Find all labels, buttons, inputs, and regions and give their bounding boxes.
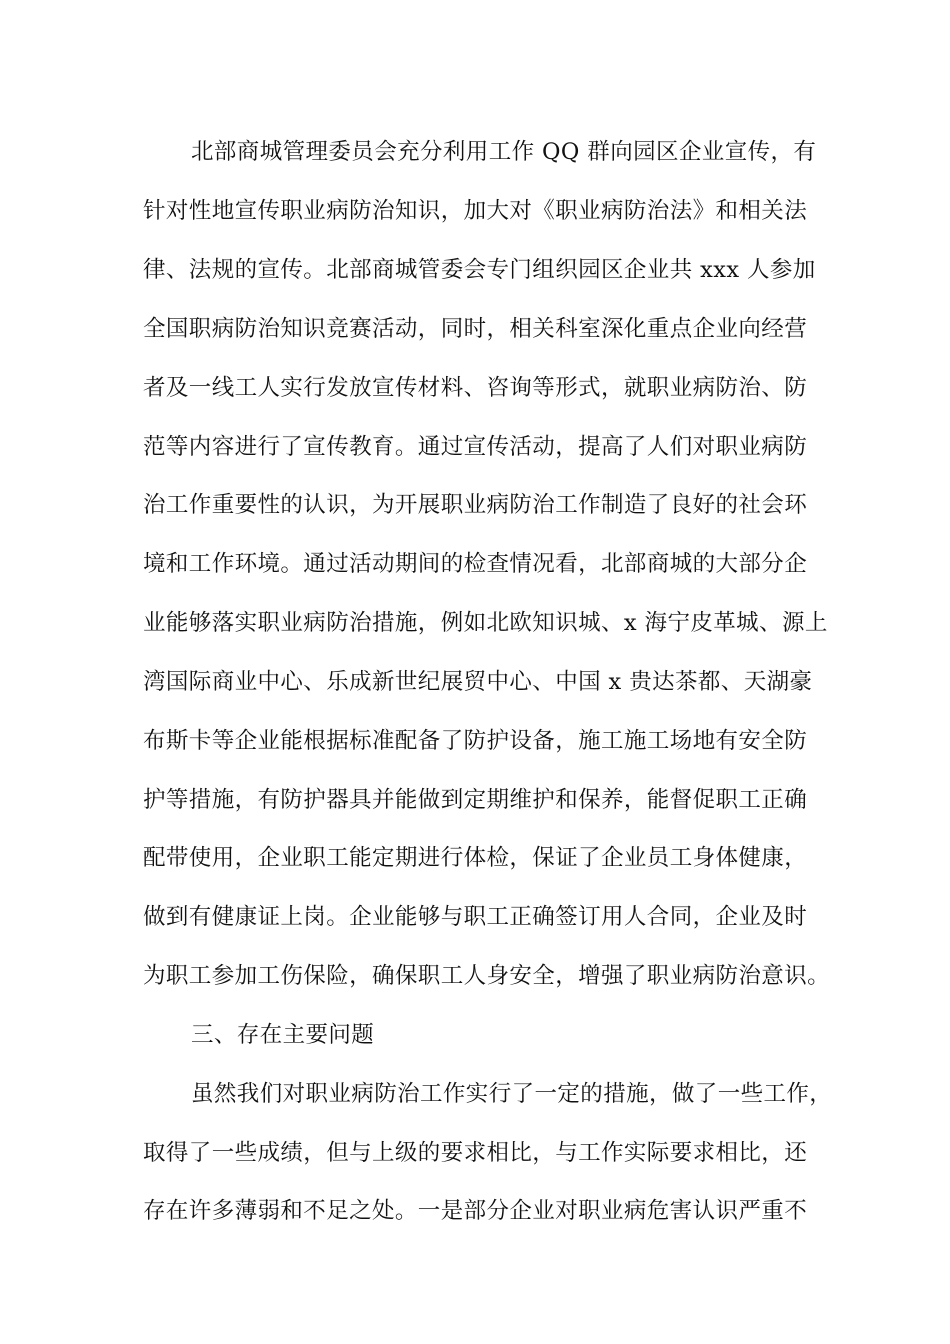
section-heading: 三、存在主要问题 [191, 1022, 375, 1048]
text-line: 业能够落实职业病防治措施，例如北欧知识城、x 海宁皮革城、源上 [143, 610, 828, 636]
text-line: 北部商城管理委员会充分利用工作 QQ 群向园区企业宣传，有 [191, 139, 817, 165]
text-line: 存在许多薄弱和不足之处。一是部分企业对职业病危害认识严重不 [143, 1198, 808, 1224]
text-line: 配带使用，企业职工能定期进行体检，保证了企业员工身体健康， [143, 845, 808, 871]
text-line: 虽然我们对职业病防治工作实行了一定的措施，做了一些工作， [191, 1081, 833, 1107]
text-line: 境和工作环境。通过活动期间的检查情况看，北部商城的大部分企 [143, 551, 808, 577]
text-line: 者及一线工人实行发放宣传材料、咨询等形式，就职业病防治、防 [143, 375, 808, 401]
text-line: 全国职病防治知识竞赛活动，同时，相关科室深化重点企业向经营 [143, 316, 808, 342]
text-line: 治工作重要性的认识，为开展职业病防治工作制造了良好的社会环 [143, 492, 808, 518]
text-line: 针对性地宣传职业病防治知识，加大对《职业病防治法》和相关法 [143, 198, 808, 224]
text-line: 律、法规的宣传。北部商城管委会专门组织园区企业共 xxx 人参加 [143, 257, 816, 283]
text-line: 湾国际商业中心、乐成新世纪展贸中心、中国 x 贵达茶都、天湖豪 [143, 669, 813, 695]
text-line: 护等措施，有防护器具并能做到定期维护和保养，能督促职工正确 [143, 787, 808, 813]
text-line: 做到有健康证上岗。企业能够与职工正确签订用人合同，企业及时 [143, 904, 808, 930]
text-line: 布斯卡等企业能根据标准配备了防护设备，施工施工场地有安全防 [143, 728, 808, 754]
text-line: 为职工参加工伤保险，确保职工人身安全，增强了职业病防治意识。 [143, 963, 831, 989]
text-line: 取得了一些成绩，但与上级的要求相比，与工作实际要求相比，还 [143, 1140, 808, 1166]
text-line: 范等内容进行了宣传教育。通过宣传活动，提高了人们对职业病防 [143, 434, 808, 460]
